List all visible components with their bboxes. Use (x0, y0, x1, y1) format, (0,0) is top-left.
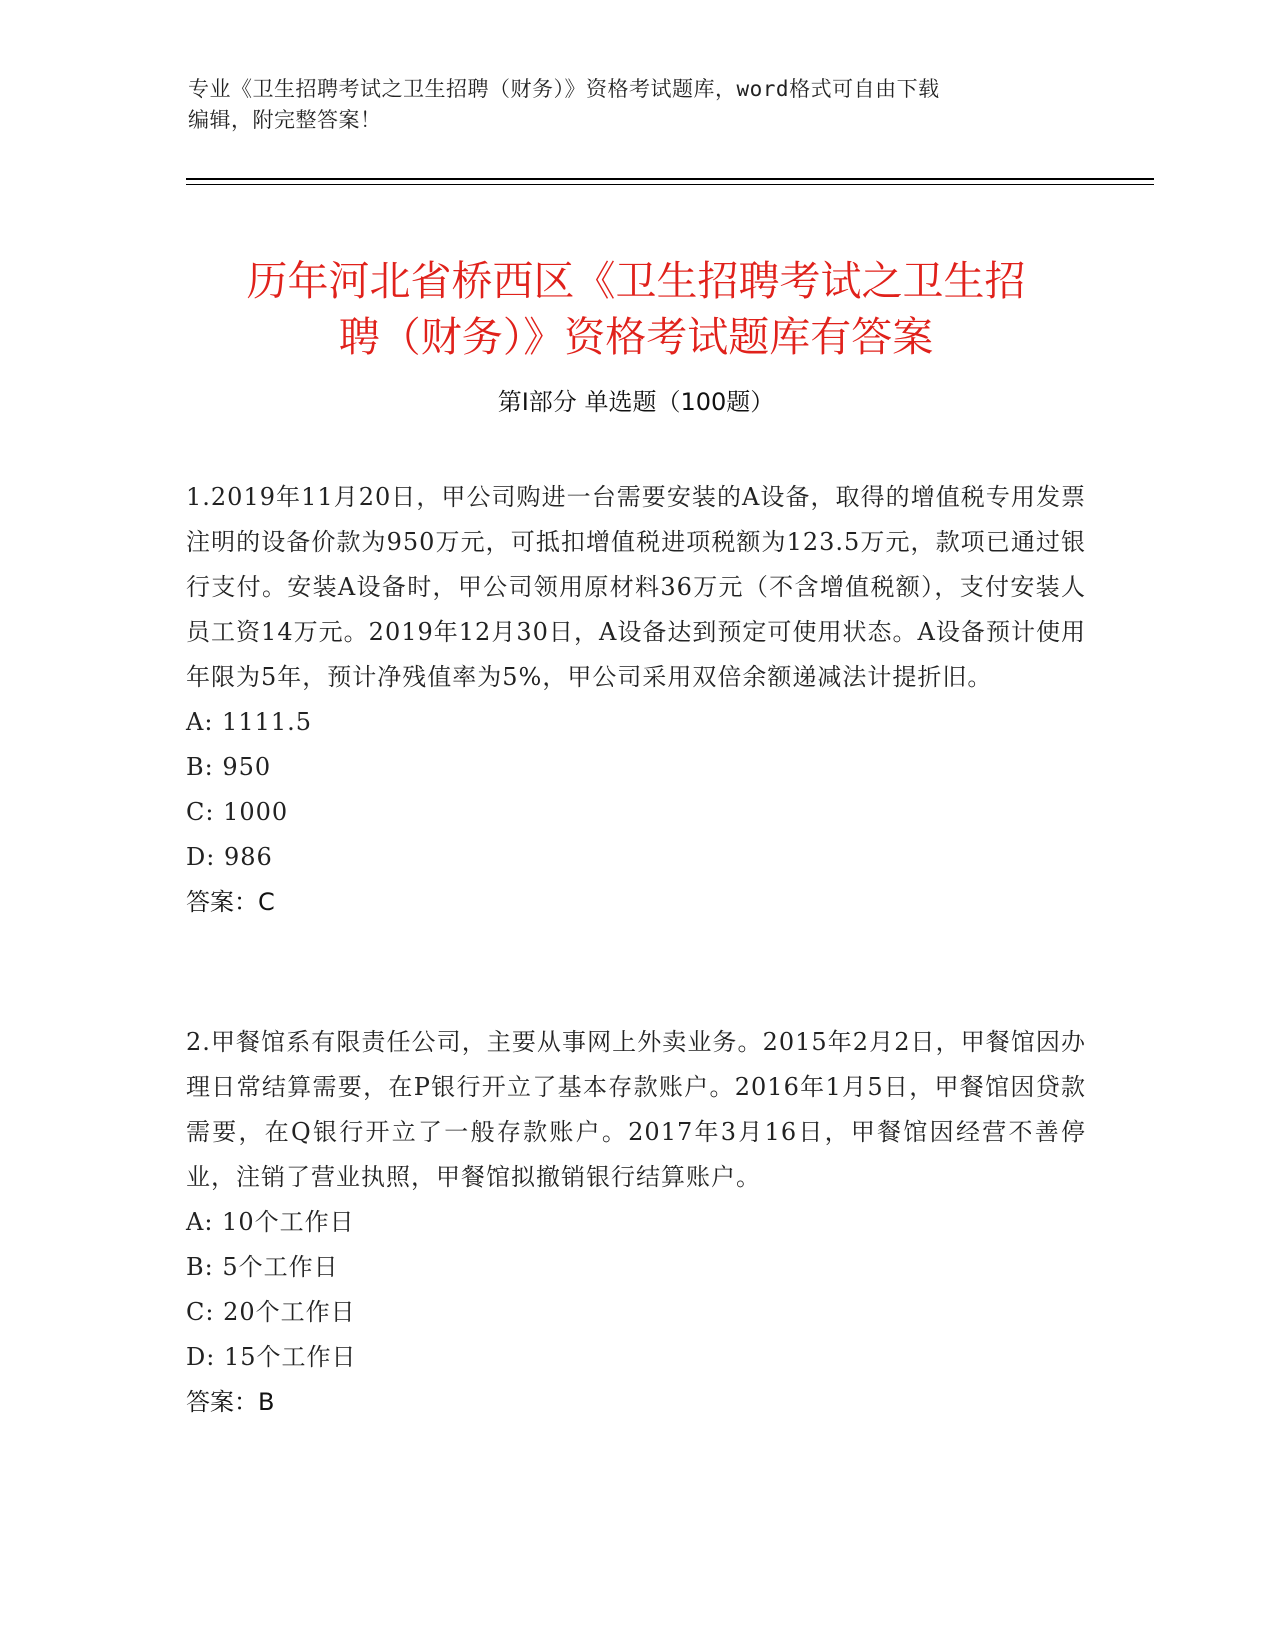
option-c: C: 20个工作日 (186, 1298, 356, 1326)
document-title-line-2: 聘（财务）》资格考试题库有答案 (338, 313, 934, 362)
option-a: A: 1111.5 (186, 708, 313, 736)
option-b: B: 5个工作日 (186, 1253, 339, 1281)
document-title (186, 253, 1086, 365)
option-d: D: 986 (186, 843, 273, 871)
question-1 (186, 475, 1086, 925)
option-b: B: 950 (186, 753, 272, 781)
option-a: A: 10个工作日 (186, 1208, 355, 1236)
header-note-line-1: 专业《卫生招聘考试之卫生招聘（财务）》资格考试题库，word格式可自由下载 (188, 77, 940, 101)
option-d: D: 15个工作日 (186, 1343, 357, 1371)
question-stem: 2.甲餐馆系有限责任公司，主要从事网上外卖业务。2015年2月2日，甲餐馆因办理日常结算需要，在P银行开立了基本存款账户。2016年1月5日，甲餐馆因贷款需要，在Q银行开立了一般存款账户。2017年3月16日，甲餐馆因经营不善停业，注销了营业执照，甲餐馆拟撤销银行结算账户。 (186, 1028, 1086, 1191)
header-note (188, 74, 1088, 136)
header-divider-thin (186, 184, 1154, 185)
header-note-line-2: 编辑，附完整答案！ (188, 108, 382, 132)
header-divider-thick (186, 178, 1154, 180)
section-title: 第Ⅰ部分 单选题（100题） (497, 388, 775, 416)
answer: 答案：B (186, 1388, 275, 1416)
option-c: C: 1000 (186, 798, 289, 826)
document-title-line-1: 历年河北省桥西区《卫生招聘考试之卫生招 (246, 257, 1026, 306)
question-stem: 1.2019年11月20日，甲公司购进一台需要安装的A设备，取得的增值税专用发票注明的设备价款为950万元，可抵扣增值税进项税额为123.5万元，款项已通过银行支付。安装A设备时，甲公司领用原材料36万元（不含增值税额），支付安装人员工资14万元。2019年12月30日，A设备达到预定可使用状态。A设备预计使用年限为5年，预计净残值率为5%，甲公司采用双倍余额递减法计提折旧。 (186, 483, 1086, 691)
question-2 (186, 1020, 1086, 1425)
answer: 答案：C (186, 888, 275, 916)
